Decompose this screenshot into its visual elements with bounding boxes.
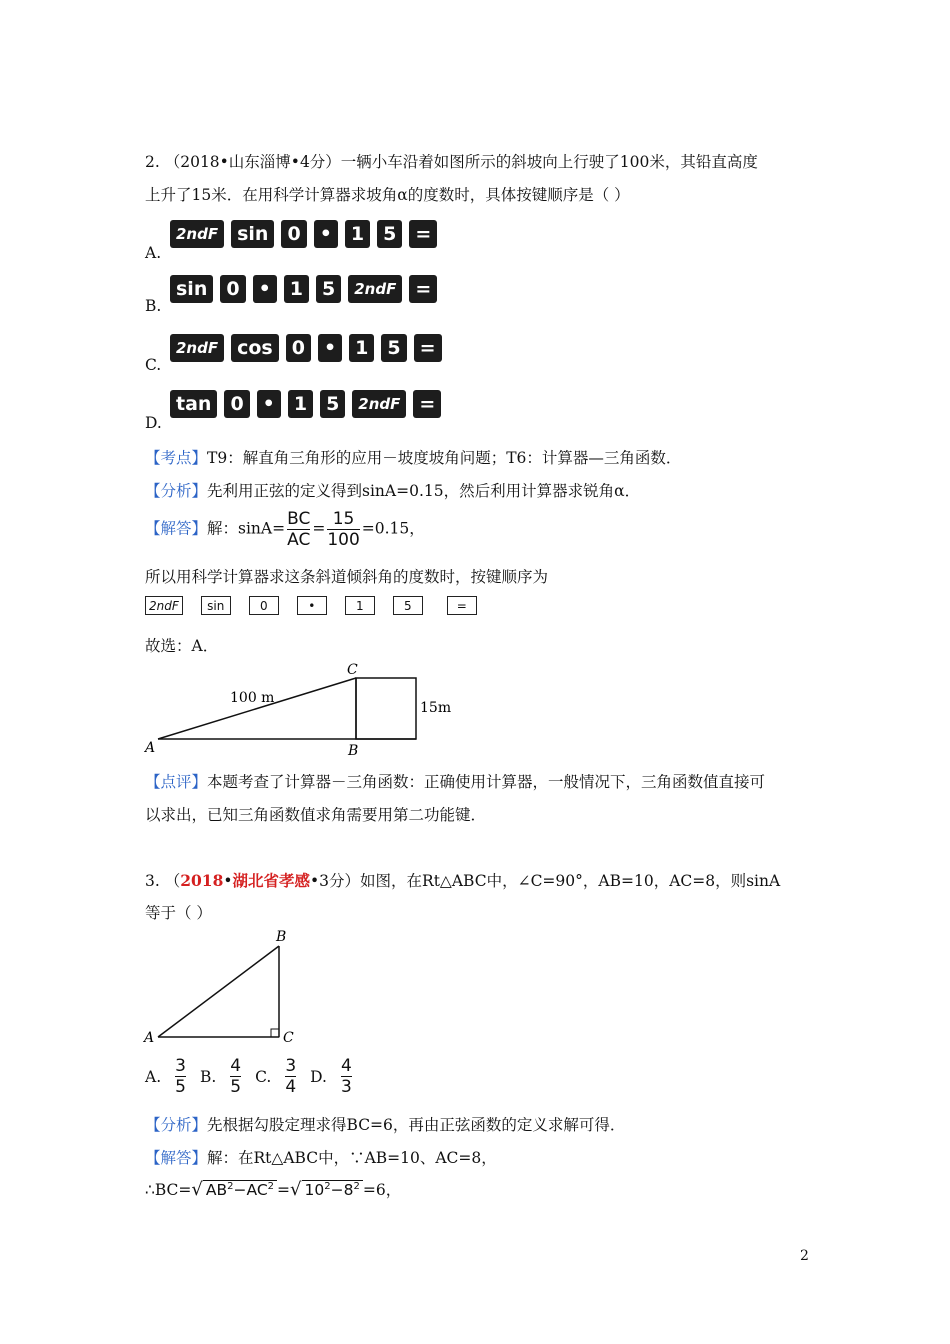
frac-den: 100: [327, 530, 360, 550]
key-5: 5: [393, 596, 423, 615]
jieda-pre: 解：sinA=: [207, 519, 286, 538]
triangle-figure: [140, 925, 310, 1050]
option-c-fraction: [285, 1056, 296, 1097]
jieda-tag: 【解答】: [145, 1149, 208, 1167]
q3-stem-rest: •3分）如图，在Rt△ABC中，∠C=90°，AB=10，AC=8，则sinA: [310, 872, 781, 890]
key-5: 5: [381, 334, 406, 362]
q2-option-c-label: C.: [145, 356, 162, 374]
jieda-post: =0.15，: [361, 519, 425, 538]
q2-option-c-keys: [170, 334, 442, 362]
q2-seq-keys: [145, 596, 477, 615]
key-equals: =: [413, 390, 441, 418]
option-a-fraction: [175, 1056, 186, 1097]
key-1: 1: [345, 596, 375, 615]
q3-region: 湖北省孝感: [232, 871, 311, 890]
jieda-tag: 【解答】: [145, 519, 208, 538]
key-cos: cos: [231, 334, 279, 362]
q3-number: 3. （: [145, 872, 181, 890]
key-5: 5: [320, 390, 345, 418]
q3-stem-line1: [145, 869, 780, 891]
key-2ndf: 2ndF: [170, 220, 224, 248]
key-equals: =: [409, 220, 437, 248]
key-sin: sin: [231, 220, 274, 248]
label-b: B: [348, 743, 359, 759]
label-hypotenuse: 100 m: [230, 690, 275, 706]
option-d-label: D.: [310, 1067, 327, 1086]
q3-bc-calc: ∴BC=√ $AB^2-AC^2$ =√ $10^2-8^2 =6$，: [145, 1179, 402, 1200]
frac-num: 3: [285, 1056, 297, 1076]
q2-option-b-keys: [170, 275, 437, 303]
equals-sign: =: [277, 1181, 291, 1199]
key-0: 0: [286, 334, 311, 362]
fenxi-text: 先利用正弦的定义得到sinA=0.15，然后利用计算器求锐角α．: [207, 482, 641, 500]
key-5: 5: [377, 220, 402, 248]
q2-dianping: [145, 770, 765, 792]
key-2ndf: 2ndF: [352, 390, 406, 418]
kaodian-tag: 【考点】: [145, 449, 208, 467]
key-0: 0: [249, 596, 279, 615]
fenxi-tag: 【分析】: [145, 1116, 208, 1134]
q3-jieda: [145, 1146, 497, 1168]
frac-den: 5: [230, 1077, 242, 1097]
q3-options: [145, 1056, 354, 1097]
key-2ndf: 2ndF: [145, 596, 183, 615]
frac-num: BC: [287, 509, 311, 529]
q3-dot: •: [223, 872, 233, 890]
q2-option-a-keys: [170, 220, 437, 248]
key-equals: =: [409, 275, 437, 303]
q2-stem-line1: 2. （2018•山东淄博•4分）一辆小车沿着如图所示的斜坡向上行驶了100米，其铅直高度: [145, 153, 758, 171]
option-a-label: A.: [145, 1067, 162, 1086]
key-equals: =: [447, 596, 477, 615]
frac-num: 15: [332, 509, 355, 529]
q2-jieda: [145, 509, 425, 550]
option-b-fraction: [230, 1056, 241, 1097]
key-1: 1: [284, 275, 309, 303]
label-a: A: [145, 740, 156, 756]
label-b: B: [276, 929, 287, 945]
dianping-text: 本题考查了计算器－三角函数：正确使用计算器，一般情况下，三角函数值直接可: [207, 773, 766, 791]
jieda-text: 解：在Rt△ABC中，∵AB=10、AC=8，: [207, 1149, 497, 1167]
key-dot: •: [253, 275, 277, 303]
kaodian-text: T9：解直角三角形的应用－坡度坡角问题；T6：计算器—三角函数．: [207, 449, 682, 467]
label-height: 15m: [420, 700, 452, 716]
q2-option-a-label: A.: [145, 244, 162, 262]
q2-answer: 故选：A．: [145, 637, 219, 655]
q2-seq-text: 所以用科学计算器求这条斜道倾斜角的度数时，按键顺序为: [145, 568, 549, 586]
label-c: C: [347, 662, 358, 678]
frac-den: 4: [285, 1077, 297, 1097]
q3-stem-line2: 等于（ ）: [145, 904, 212, 922]
key-0: 0: [224, 390, 249, 418]
equals-sign: =: [312, 519, 326, 538]
fraction-bc-ac: [287, 509, 310, 550]
q2-option-d-label: D.: [145, 414, 162, 432]
dianping-tag: 【点评】: [145, 773, 208, 791]
q3-fenxi: [145, 1113, 625, 1135]
key-sin: sin: [170, 275, 213, 303]
key-dot: •: [257, 390, 281, 418]
fenxi-tag: 【分析】: [145, 482, 208, 500]
bc-pre: ∴BC=: [145, 1181, 192, 1199]
key-5: 5: [316, 275, 341, 303]
key-1: 1: [349, 334, 374, 362]
key-1: 1: [345, 220, 370, 248]
key-2ndf: 2ndF: [348, 275, 402, 303]
label-c: C: [283, 1030, 294, 1046]
q3-year: 2018: [180, 871, 224, 890]
q2-dianping-line2: 以求出，已知三角函数值求角需要用第二功能键．: [145, 806, 487, 824]
option-d-fraction: [341, 1056, 352, 1097]
sqrt-10-8: $10^2-8^2$: [302, 1180, 363, 1199]
q2-kaodian: [145, 446, 681, 468]
frac-num: 4: [230, 1056, 242, 1076]
key-dot: •: [314, 220, 338, 248]
slope-figure: [140, 660, 470, 760]
fenxi-text: 先根据勾股定理求得BC=6，再由正弦函数的定义求解可得．: [207, 1116, 626, 1134]
frac-den: 5: [175, 1077, 186, 1097]
option-c-label: C.: [255, 1067, 272, 1086]
key-dot: •: [318, 334, 342, 362]
label-a: A: [144, 1030, 155, 1046]
q2-option-d-keys: [170, 390, 441, 418]
frac-num: 3: [175, 1056, 186, 1076]
key-tan: tan: [170, 390, 217, 418]
q2-stem-line2: 上升了15米．在用科学计算器求坡角α的度数时，具体按键顺序是（ ）: [145, 186, 630, 204]
sqrt-ab-ac: $AB^2-AC^2$: [203, 1180, 277, 1199]
key-sin: sin: [201, 596, 231, 615]
fraction-15-100: [327, 509, 359, 550]
key-1: 1: [288, 390, 313, 418]
bc-post: =6，: [362, 1181, 402, 1199]
key-dot: •: [297, 596, 327, 615]
key-2ndf: 2ndF: [170, 334, 224, 362]
page-number: 2: [800, 1248, 809, 1264]
q2-fenxi: [145, 479, 640, 501]
q2-option-b-label: B.: [145, 297, 162, 315]
key-0: 0: [281, 220, 306, 248]
frac-den: AC: [287, 530, 311, 550]
frac-den: 3: [340, 1077, 352, 1097]
frac-num: 4: [340, 1056, 352, 1076]
option-b-label: B.: [199, 1067, 217, 1086]
key-0: 0: [220, 275, 245, 303]
key-equals: =: [414, 334, 442, 362]
